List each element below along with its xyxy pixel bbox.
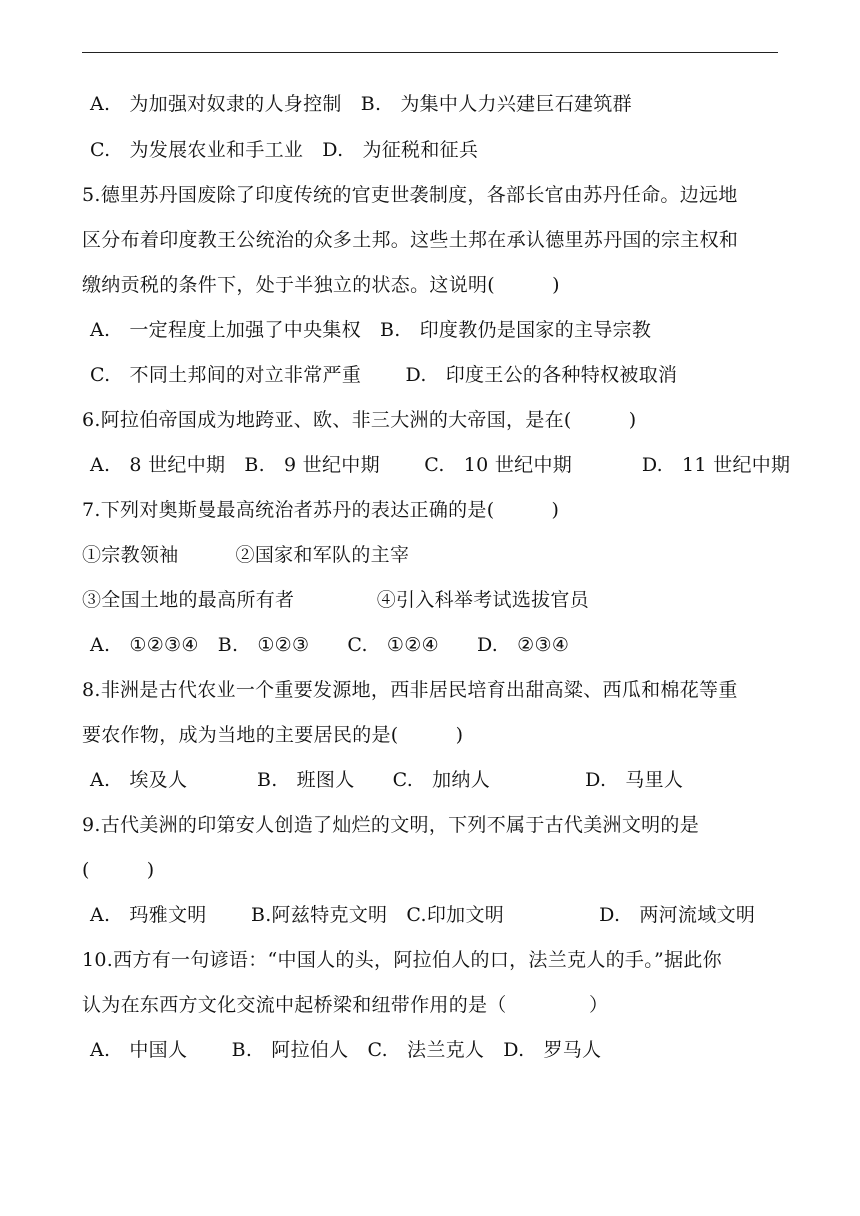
q7-stem: 7.下列对奥斯曼最高统治者苏丹的表达正确的是( ) <box>82 499 560 521</box>
q9-options: A. 玛雅文明 B.阿兹特克文明 C.印加文明 D. 两河流域文明 <box>90 904 756 926</box>
q7-statements-1-2: ①宗教领袖 ②国家和军队的主宰 <box>82 544 410 566</box>
q7-options: A. ①②③④ B. ①②③ C. ①②④ D. ②③④ <box>90 634 570 656</box>
q8-options: A. 埃及人 B. 班图人 C. 加纳人 D. 马里人 <box>90 769 684 791</box>
q4-options-cd: C. 为发展农业和手工业 D. 为征税和征兵 <box>90 139 479 161</box>
q8-stem-line-1: 8.非洲是古代农业一个重要发源地，西非居民培育出甜高粱、西瓜和棉花等重 <box>82 679 738 701</box>
q5-stem-line-1: 5.德里苏丹国废除了印度传统的官吏世袭制度，各部长官由苏丹任命。边远地 <box>82 184 738 206</box>
q10-stem-line-2: 认为在东西方文化交流中起桥梁和纽带作用的是（ ） <box>82 994 609 1016</box>
q10-stem-line-1: 10.西方有一句谚语：“中国人的头，阿拉伯人的口，法兰克人的手。”据此你 <box>82 949 722 971</box>
q6-stem: 6.阿拉伯帝国成为地跨亚、欧、非三大洲的大帝国，是在( ) <box>82 409 637 431</box>
q5-options-ab: A. 一定程度上加强了中央集权 B. 印度教仍是国家的主导宗教 <box>90 319 652 341</box>
q6-options: A. 8 世纪中期 B. 9 世纪中期 C. 10 世纪中期 D. 11 世纪中期 <box>90 454 791 476</box>
q5-stem-line-2: 区分布着印度教王公统治的众多土邦。这些土邦在承认德里苏丹国的宗主权和 <box>82 229 739 251</box>
header-rule <box>82 52 778 53</box>
q10-options: A. 中国人 B. 阿拉伯人 C. 法兰克人 D. 罗马人 <box>90 1039 602 1061</box>
q9-stem-line-1: 9.古代美洲的印第安人创造了灿烂的文明，下列不属于古代美洲文明的是 <box>82 814 700 836</box>
q8-stem-line-2: 要农作物，成为当地的主要居民的是( ) <box>82 724 464 746</box>
q5-stem-line-3: 缴纳贡税的条件下，处于半独立的状态。这说明( ) <box>82 274 560 296</box>
q9-stem-line-2: ( ) <box>82 859 155 881</box>
q5-options-cd: C. 不同土邦间的对立非常严重 D. 印度王公的各种特权被取消 <box>90 364 678 386</box>
q7-statements-3-4: ③全国土地的最高所有者 ④引入科举考试选拔官员 <box>82 589 590 611</box>
q4-options-ab: A. 为加强对奴隶的人身控制 B. 为集中人力兴建巨石建筑群 <box>90 93 632 115</box>
